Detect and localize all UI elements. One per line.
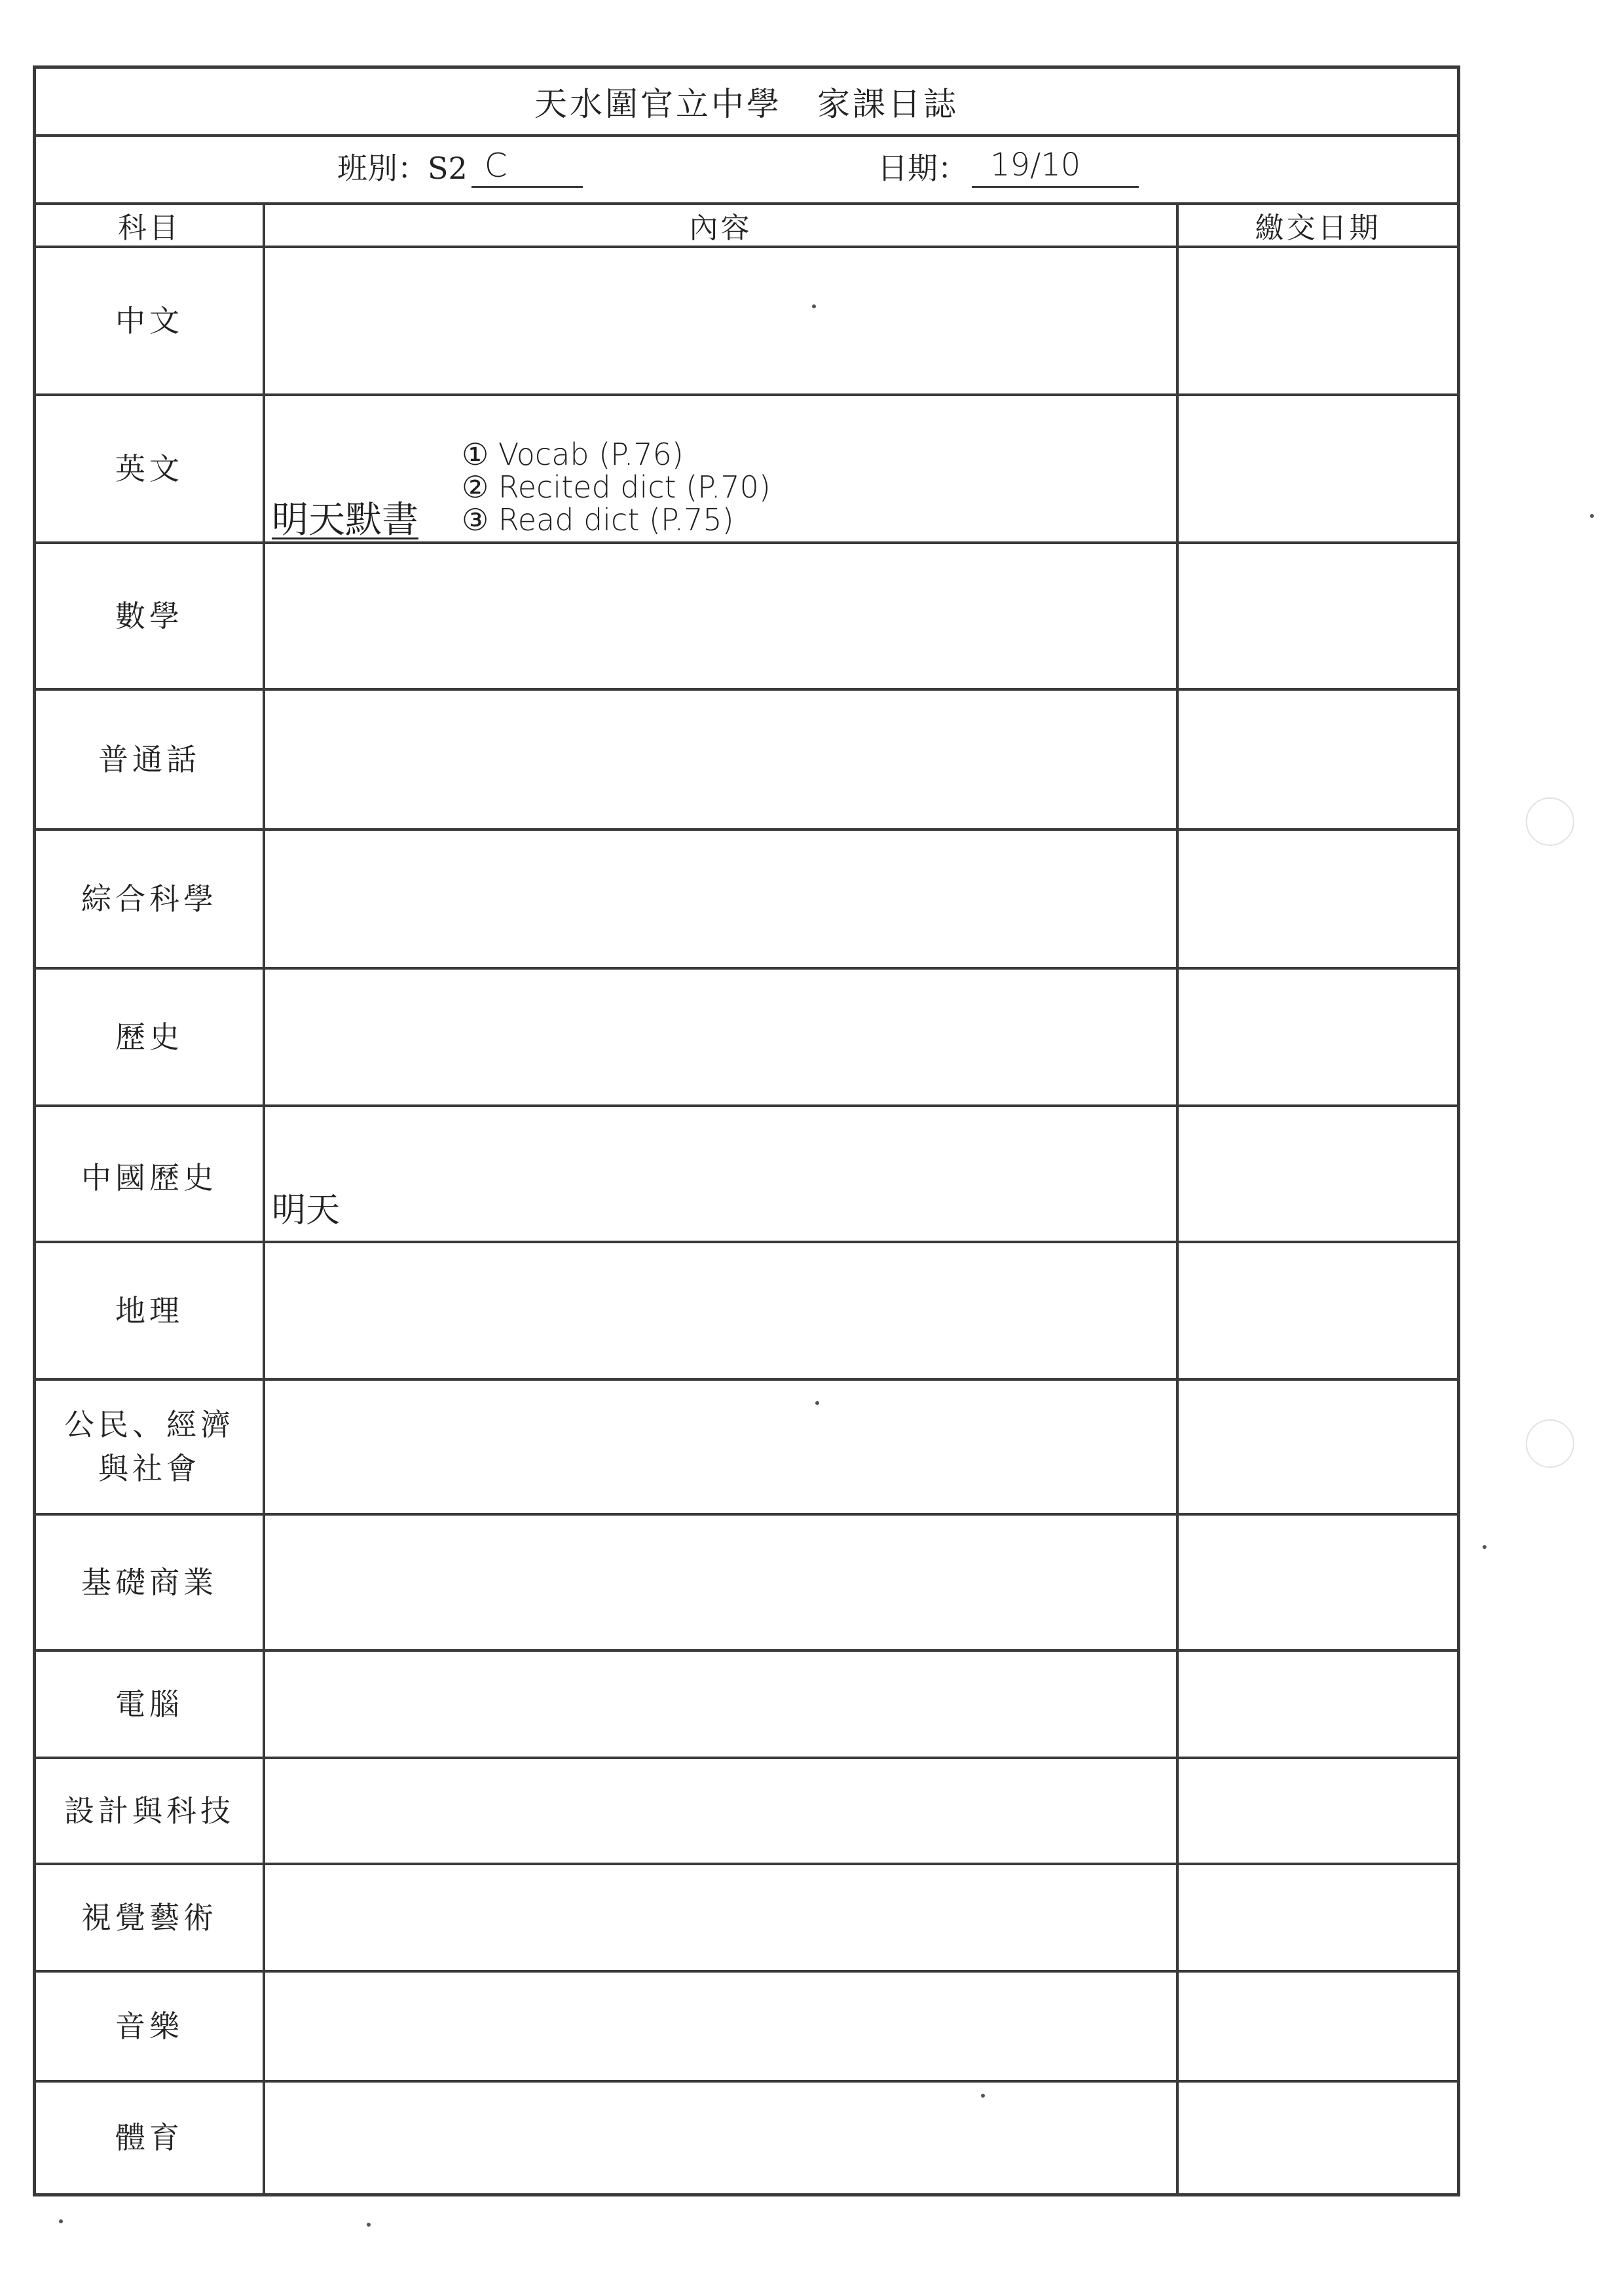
subject-label: 視覺藝術 [81,1899,217,1935]
subject-row-history [36,970,1457,1107]
scan-speck [812,304,816,308]
page-title: 天水圍官立中學 家課日誌 [534,85,959,123]
content-cell [265,831,1179,967]
subject-row-chinese-history [36,1107,1457,1243]
class-field [337,145,583,188]
content-cell [265,970,1179,1104]
title-row [36,69,1457,137]
content-cell [265,1973,1179,2080]
subject-label: 基礎商業 [81,1564,217,1600]
subject-label: 體育 [115,2120,183,2156]
content-cell [265,544,1179,688]
subject-row-visual-arts [36,1865,1457,1973]
date-field [877,145,1139,188]
info-row [36,137,1457,205]
scan-speck [367,2223,371,2227]
due-date-cell [1179,1973,1457,2080]
class-line [471,148,583,188]
due-date-cell [1179,544,1457,688]
punch-hole-mark [1526,797,1574,846]
punch-hole-mark [1526,1419,1574,1468]
subject-label: 中國歷史 [81,1160,217,1195]
due-date-cell [1179,831,1457,967]
due-date-cell [1179,1759,1457,1863]
content-cell [265,248,1179,393]
subject-label: 設計與科技 [64,1793,234,1829]
subject-label: 普通話 [98,741,200,777]
scan-speck [59,2219,63,2223]
due-date-cell [1179,1652,1457,1757]
subject-label: 數學 [115,598,183,634]
subject-column-header: 科目 [36,205,265,246]
subject-label: 中文 [115,302,183,338]
subject-row-basic-business [36,1516,1457,1652]
due-date-cell [1179,2083,1457,2193]
subject-row-design-technology [36,1759,1457,1865]
subject-row-geography [36,1243,1457,1381]
subject-row-computer [36,1652,1457,1759]
subject-label: 歷史 [115,1019,183,1055]
subject-label: 地理 [115,1292,183,1328]
scan-speck [1590,514,1594,518]
homework-diary-sheet [33,65,1460,2196]
content-cell [265,1381,1179,1513]
content-cell [265,1107,1179,1241]
subject-row-integrated-science [36,831,1457,970]
handwritten-note: 明天默書 [272,499,418,541]
subject-row-english [36,396,1457,544]
content-cell [265,1865,1179,1970]
subject-row-putonghua [36,691,1457,831]
due-date-cell [1179,691,1457,828]
scan-speck [981,2094,985,2098]
class-label: 班別：S2 [337,151,468,186]
content-cell [265,1652,1179,1757]
due-date-cell [1179,970,1457,1104]
subject-row-physical-education [36,2083,1457,2193]
subject-row-chinese [36,248,1457,396]
date-value: 19/10 [990,147,1081,183]
content-cell [265,1243,1179,1378]
handwritten-note: ① Vocab (P.76) [462,437,684,472]
subject-label: 電腦 [115,1686,183,1722]
subject-label: 音樂 [115,2008,183,2044]
due-date-cell [1179,396,1457,541]
due-date-cell [1179,1381,1457,1513]
handwritten-note: 明天 [272,1191,341,1230]
subject-row-citizenship-economics-society [36,1381,1457,1516]
content-column-header: 內容 [265,205,1179,246]
date-label: 日期： [877,151,968,186]
content-cell [265,691,1179,828]
column-header-row [36,205,1457,248]
content-cell [265,1516,1179,1649]
subject-label: 公民、經濟 與社會 [64,1407,234,1486]
class-value: C [484,147,507,185]
due-date-cell [1179,1107,1457,1241]
subject-label: 英文 [115,450,183,486]
content-cell [265,1759,1179,1863]
scan-speck [815,1401,819,1405]
subject-row-mathematics [36,544,1457,691]
subject-label: 綜合科學 [81,881,217,917]
content-cell [265,396,1179,541]
scan-speck [1483,1545,1486,1549]
due-date-cell [1179,1243,1457,1378]
content-cell [265,2083,1179,2193]
due-date-cell [1179,248,1457,393]
due-date-cell [1179,1865,1457,1970]
handwritten-note: ② Recited dict (P.70) [462,469,771,505]
due-date-column-header: 繳交日期 [1255,211,1381,245]
date-line [972,148,1139,188]
handwritten-note: ③ Read dict (P.75) [462,502,734,538]
due-date-cell [1179,1516,1457,1649]
subject-row-music [36,1973,1457,2083]
